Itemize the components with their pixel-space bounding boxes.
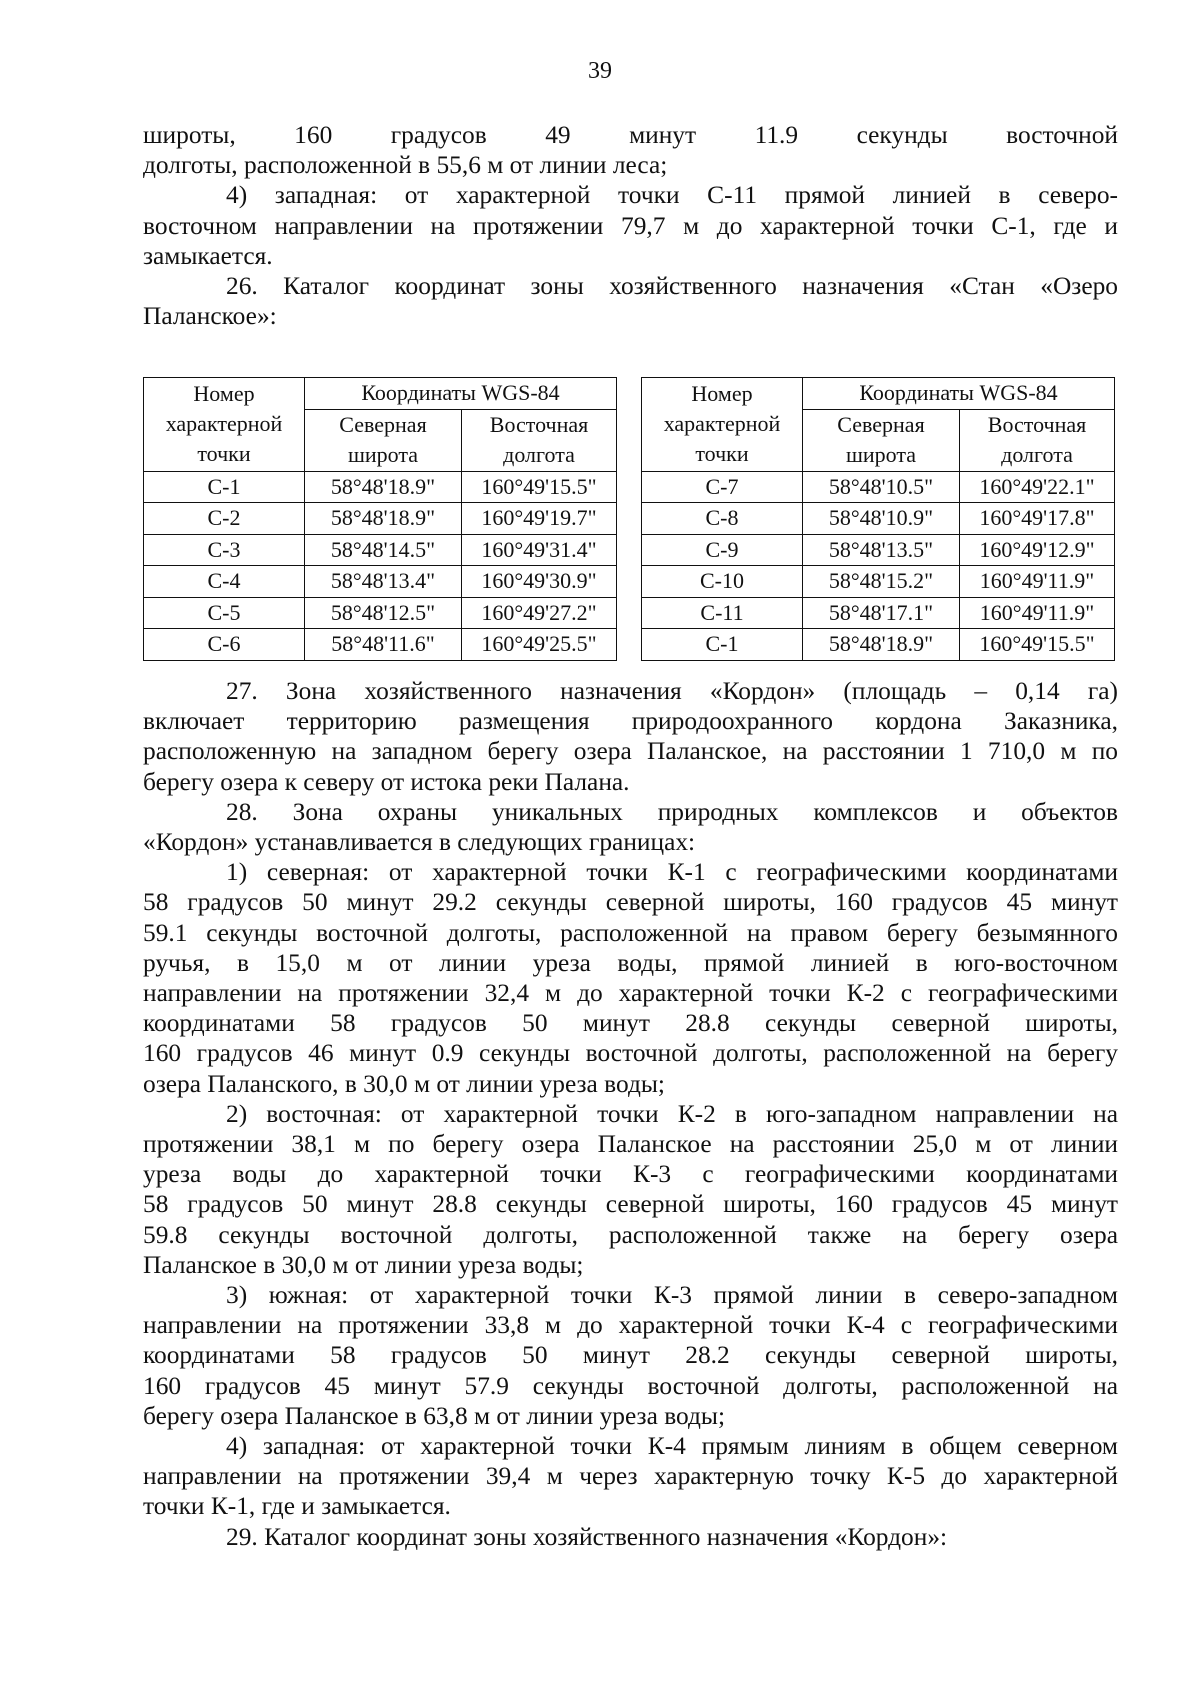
latitude-cell: 58°48'10.5" <box>803 471 960 503</box>
paragraph-29-heading: 29. Каталог координат зоны хозяйственного назначения «Кордон»: <box>226 1522 948 1551</box>
table-row <box>144 629 617 661</box>
longitude-cell: 160°49'12.9" <box>960 534 1115 566</box>
text-line: координатами 58 градусов 50 минут 28.2 секунды северной широты, <box>143 1341 1118 1370</box>
table-row <box>144 471 617 503</box>
header-coordinates: Координаты WGS-84 <box>305 378 617 410</box>
latitude-cell: 58°48'17.1" <box>803 597 960 629</box>
text-line: 58 градусов 50 минут 28.8 секунды северной широты, 160 градусов 45 минут <box>143 1190 1118 1219</box>
header-latitude: Северная широта <box>305 409 462 471</box>
longitude-cell: 160°49'19.7" <box>462 503 617 535</box>
text-line: уреза воды до характерной точки К-3 с географическими координатами <box>143 1160 1118 1189</box>
longitude-cell: 160°49'31.4" <box>462 534 617 566</box>
longitude-cell: 160°49'30.9" <box>462 566 617 598</box>
header-longitude: Восточная долгота <box>462 409 617 471</box>
longitude-cell: 160°49'17.8" <box>960 503 1115 535</box>
longitude-cell: 160°49'22.1" <box>960 471 1115 503</box>
point-cell: С-3 <box>144 534 305 566</box>
point-cell: С-2 <box>144 503 305 535</box>
point-cell: С-8 <box>642 503 803 535</box>
header-latitude: Северная широта <box>803 409 960 471</box>
header-point-number: Номер характерной точки <box>144 378 305 472</box>
paragraph-28-line: 28. Зона охраны уникальных природных комплексов и объектов <box>226 797 1118 826</box>
text-line: берегу озера к северу от истока реки Палана. <box>143 767 630 796</box>
text-line: 58 градусов 50 минут 29.2 секунды северной широты, 160 градусов 45 минут <box>143 888 1118 917</box>
text-line: точки К-1, где и замыкается. <box>143 1492 451 1521</box>
text-line: Паланское»: <box>143 302 277 331</box>
longitude-cell: 160°49'11.9" <box>960 597 1115 629</box>
text-line: расположенную на западном берегу озера Паланское, на расстоянии 1 710,0 м по <box>143 737 1118 766</box>
point-cell: С-9 <box>642 534 803 566</box>
table-row <box>642 629 1115 661</box>
latitude-cell: 58°48'18.9" <box>803 629 960 661</box>
text-line: 160 градусов 45 минут 57.9 секунды восточной долготы, расположенной на <box>143 1371 1118 1400</box>
point-cell: С-1 <box>642 629 803 661</box>
latitude-cell: 58°48'18.9" <box>305 471 462 503</box>
table-row <box>642 503 1115 535</box>
point-cell: С-1 <box>144 471 305 503</box>
header-longitude: Восточная долгота <box>960 409 1115 471</box>
table-row <box>144 597 617 629</box>
text-block-top <box>143 120 1118 331</box>
text-line: долготы, расположенной в 55,6 м от линии леса; <box>143 151 668 180</box>
header-point-number: Номер характерной точки <box>642 378 803 472</box>
text-line: направлении на протяжении 33,8 м до характерной точки К-4 с географическими <box>143 1311 1118 1340</box>
point-cell: С-7 <box>642 471 803 503</box>
text-line: «Кордон» устанавливается в следующих границах: <box>143 828 696 857</box>
longitude-cell: 160°49'27.2" <box>462 597 617 629</box>
text-line: направлении на протяжении 39,4 м через характерную точку К-5 до характерной <box>143 1462 1118 1491</box>
page-number: 39 <box>588 58 612 84</box>
text-line: 160 градусов 46 минут 0.9 секунды восточной долготы, расположенной на берегу <box>143 1039 1118 1068</box>
point-cell: С-11 <box>642 597 803 629</box>
paragraph-28-3-line: 3) южная: от характерной точки К-3 прямой линии в северо-западном <box>226 1281 1118 1310</box>
table-row <box>642 597 1115 629</box>
table-row <box>144 534 617 566</box>
longitude-cell: 160°49'15.5" <box>960 629 1115 661</box>
text-line: широты, 160 градусов 49 минут 11.9 секунды восточной <box>143 121 1118 149</box>
table-row <box>642 566 1115 598</box>
latitude-cell: 58°48'12.5" <box>305 597 462 629</box>
latitude-cell: 58°48'14.5" <box>305 534 462 566</box>
latitude-cell: 58°48'11.6" <box>305 629 462 661</box>
longitude-cell: 160°49'15.5" <box>462 471 617 503</box>
text-line: замыкается. <box>143 241 273 270</box>
table-row <box>642 471 1115 503</box>
point-cell: С-6 <box>144 629 305 661</box>
text-line: 59.8 секунды восточной долготы, расположенной также на берегу озера <box>143 1220 1118 1249</box>
latitude-cell: 58°48'15.2" <box>803 566 960 598</box>
longitude-cell: 160°49'11.9" <box>960 566 1115 598</box>
paragraph-28-4-line: 4) западная: от характерной точки К-4 прямым линиям в общем северном <box>226 1432 1118 1461</box>
text-line: координатами 58 градусов 50 минут 28.8 секунды северной широты, <box>143 1009 1118 1038</box>
text-line: Паланское в 30,0 м от линии уреза воды; <box>143 1250 584 1279</box>
paragraph-26-heading: 26. Каталог координат зоны хозяйственного назначения «Стан «Озеро <box>226 272 1118 301</box>
latitude-cell: 58°48'18.9" <box>305 503 462 535</box>
text-line: берегу озера Паланское в 63,8 м от линии уреза воды; <box>143 1401 726 1430</box>
point-cell: С-10 <box>642 566 803 598</box>
table-row <box>144 566 617 598</box>
longitude-cell: 160°49'25.5" <box>462 629 617 661</box>
latitude-cell: 58°48'10.9" <box>803 503 960 535</box>
coordinates-table-left <box>143 377 617 661</box>
coordinates-table-right <box>641 377 1115 661</box>
text-line: ручья, в 15,0 м от линии уреза воды, прямой линией в юго-восточном <box>143 948 1118 977</box>
point-cell: С-4 <box>144 566 305 598</box>
text-line: восточном направлении на протяжении 79,7 м до характерной точки С-1, где и <box>143 211 1118 240</box>
paragraph-27-line: 27. Зона хозяйственного назначения «Кордон» (площадь – 0,14 га) <box>226 677 1118 705</box>
text-line: направлении на протяжении 32,4 м до характерной точки К-2 с географическими <box>143 979 1118 1008</box>
text-line: 59.1 секунды восточной долготы, расположенной на правом берегу безымянного <box>143 918 1118 947</box>
paragraph-western-border-line: 4) западная: от характерной точки С-11 прямой линией в северо- <box>226 181 1118 210</box>
paragraph-28-2-line: 2) восточная: от характерной точки К-2 в юго-западном направлении на <box>226 1099 1118 1128</box>
text-line: протяжении 38,1 м по берегу озера Паланское на расстоянии 25,0 м от линии <box>143 1130 1118 1159</box>
table-row <box>642 534 1115 566</box>
header-coordinates: Координаты WGS-84 <box>803 378 1115 410</box>
latitude-cell: 58°48'13.4" <box>305 566 462 598</box>
text-line: включает территорию размещения природоохранного кордона Заказника, <box>143 707 1118 736</box>
text-line: озера Паланского, в 30,0 м от линии уреза воды; <box>143 1069 665 1098</box>
table-row <box>144 503 617 535</box>
text-block-main <box>143 676 1118 1552</box>
latitude-cell: 58°48'13.5" <box>803 534 960 566</box>
point-cell: С-5 <box>144 597 305 629</box>
paragraph-28-1-line: 1) северная: от характерной точки К-1 с географическими координатами <box>226 858 1118 887</box>
